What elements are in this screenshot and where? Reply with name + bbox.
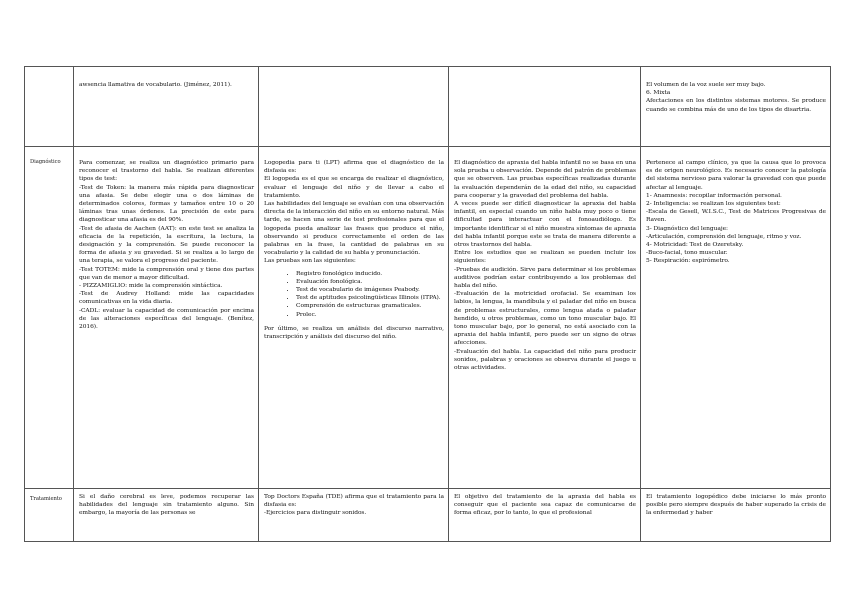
table-cell: [74, 489, 259, 542]
cell-paragraph: El logopeda es el que se encarga de realizar el diagnóstico, evaluar el lenguaje del niño y de llevar a cabo el tratamiento.: [264, 176, 444, 199]
table-cell: [259, 67, 449, 147]
cell-paragraph: 2- Inteligencia: se realizan los siguientes test:: [646, 201, 781, 208]
cell-paragraph: -Evaluación del habla. La capacidad del niño para producir sonidos, palabras y oraciones se observa durante el juego u otras actividades.: [454, 348, 636, 372]
table-cell: [449, 489, 641, 542]
table-cell: [641, 67, 831, 147]
cell-paragraph: El diagnóstico de apraxia del habla infantil no se basa en una sola prueba u observación. Depende del patrón de problemas que se observen. Las pruebas específicas realizadas durante la evaluación dependerán de la edad del niño, su capacidad para cooperar y la gravedad del problema del habla.: [454, 160, 636, 199]
cell-paragraph: Las habilidades del lenguaje se evalúan con una observación directa de la interacción del niño en su entorno natural. Más tarde, se hacen una serie de test profesionales para que el logopeda pueda analizar las frases que produce el niño, observando si produce correctamente el orden de las palabras en la frase, la cantidad de palabras en su vocabulario y la calidad de su habla y pronunciación.: [264, 201, 444, 257]
cell-paragraph: -Test TOTEM: mide la comprensión oral y tiene dos partes que van de menor a mayor dificultad.: [79, 266, 254, 281]
row-header-cell: Diagnóstico: [25, 147, 74, 489]
cell-paragraph: 4- Motricidad: Test de Ozeretsky.: [646, 242, 744, 249]
cell-paragraph: Por último, se realiza un análisis del discurso narrativo, transcripción y análisis del discurso del niño.: [264, 325, 444, 341]
cell-paragraph: -Test de Token: la manera más rápida para diagnosticar una afasia. Se debe elegir una o dos láminas de determinados colores, formas y tamaños entre 10 o 20 láminas tras unas órdenes. La precisión de este para diagnosticar una afasia es del 90%.: [79, 184, 254, 224]
cell-paragraph: Pertenece al campo clínico, ya que la causa que lo provoca es de origen neurológico. Es necesario conocer la patología del sistema nervioso para valorar la gravedad con que puede afectar al lenguaje.: [646, 160, 826, 191]
table-row: [25, 147, 831, 489]
cell-paragraph: El objetivo del tratamiento de la apraxia del habla es conseguir que el paciente sea capaz de comunicarse de forma eficaz, por lo tanto, lo que el profesional: [454, 494, 636, 517]
cell-paragraph: -CADL: evaluar la capacidad de comunicación por encima de las alteraciones específicas del lenguaje. (Benítez, 2016).: [79, 307, 254, 331]
list-item: • Registro fonológico inducido.: [296, 270, 444, 278]
table-cell: [449, 147, 641, 489]
table-cell: [259, 489, 449, 542]
cell-paragraph: El tratamiento logopédico debe iniciarse lo más pronto posible pero siempre después de haber superado la crisis de la enfermedad y haber: [646, 494, 826, 517]
cell-paragraph: Las pruebas son las siguientes:: [264, 258, 356, 265]
cell-paragraph: Para comenzar, se realiza un diagnóstico primario para reconocer el trastorno del habla. Se realizan diferentes tipos de test:: [79, 160, 254, 183]
clinical-comparison-table: [24, 66, 831, 542]
row-header-cell: Tratamiento: [25, 489, 74, 542]
cell-paragraph: A veces puede ser difícil diagnosticar la apraxia del habla infantil, en especial cuando un niño habla muy poco o tiene dificultad para interactuar con el fonoaudiólogo. Es importante identificar si el niño muestra síntomas de apraxia del habla infantil porque este se trata de manera diferente a otros trastornos del habla.: [454, 201, 636, 249]
cell-paragraph: -Test de Audrey Holland: mide las capacidades comunicativas en la vida diaria.: [79, 291, 254, 306]
cell-paragraph: -Escala de Gesell, W.I.S.C., Test de Matrices Progresivas de Raven.: [646, 209, 826, 224]
cell-paragraph: 5- Respiración: espirómetro.: [646, 258, 730, 265]
cell-paragraph: El volumen de la voz suele ser muy bajo.: [646, 82, 766, 88]
table-cell: [641, 147, 831, 489]
cell-paragraph: 6. Mixta: [646, 90, 671, 97]
cell-paragraph: -Articulación, comprensión del lenguaje, ritmo y voz.: [646, 233, 802, 240]
test-list: [264, 270, 444, 319]
table-cell: [74, 147, 259, 489]
cell-paragraph: Afectaciones en los distintos sistemas motores. Se produce cuando se combina más de uno de los tipos de disartria.: [646, 98, 826, 113]
table-cell: [641, 489, 831, 542]
table-row: [25, 489, 831, 542]
list-item: • Comprensión de estructuras gramaticales.: [296, 302, 444, 310]
cell-paragraph: 3- Diagnóstico del lenguaje:: [646, 225, 728, 232]
list-item: • Evaluación fonológica.: [296, 278, 444, 286]
cell-paragraph: 1- Anamnesis: recopilar información personal.: [646, 192, 782, 199]
cell-paragraph: Si el daño cerebral es leve, podemos recuperar las habilidades del lenguaje sin tratamiento alguno. Sin embargo, la mayoría de las personas se: [79, 494, 254, 517]
cell-paragraph: -Pruebas de audición. Sirve para determinar si los problemas auditivos podrían estar contribuyendo a los problemas del habla del niño.: [454, 266, 636, 290]
cell-paragraph: -Test de afasia de Aachen (AAT): en este test se analiza la eficacia de la repetición, la escritura, la lectura, la designación y la comprensión. Se puede reconocer la forma de afasia y su gravedad. Si se realiza a lo largo de una terapia, se valora el progreso del paciente.: [79, 225, 254, 265]
table-cell: [449, 67, 641, 147]
cell-paragraph: awsencia llamativa de vocabulario. (Jiménez, 2011).: [79, 82, 232, 88]
cell-paragraph: Top Doctors España (TDE) afirma que el tratamiento para la disfasia es:: [264, 494, 444, 509]
list-item: • Prolec.: [296, 311, 444, 319]
table-cell: [74, 67, 259, 147]
table-cell: [259, 147, 449, 489]
list-item: • Test de vocabulario de imágenes Peabody.: [296, 286, 444, 294]
cell-paragraph: -Ejercicios para distinguir sonidos.: [264, 510, 367, 517]
cell-paragraph: -Evaluación de la motricidad orofacial. Se examinan los labios, la lengua, la mandíbula y el paladar del niño en busca de problemas estructurales, como lengua atada o paladar hendido, u otros problemas, como un tono muscular bajo. El tono muscular bajo, por lo general, no está asociado con la apraxia del habla infantil, pero puede ser un signo de otras afecciones.: [454, 291, 636, 347]
table-row: [25, 67, 831, 147]
cell-paragraph: Logopedia para ti (LPT) afirma que el diagnóstico de la disfasia es:: [264, 160, 444, 175]
list-item: • Test de aptitudes psicolingüísticas Illinois (ITPA).: [296, 294, 444, 302]
cell-paragraph: -Buco-facial, tono muscular.: [646, 250, 728, 257]
cell-paragraph: Entre los estudios que se realizan se pueden incluir los siguientes:: [454, 250, 636, 265]
row-header-cell: [25, 67, 74, 147]
cell-paragraph: - PIZZAMIGLIO: mide la comprensión sintáctica.: [79, 283, 223, 290]
